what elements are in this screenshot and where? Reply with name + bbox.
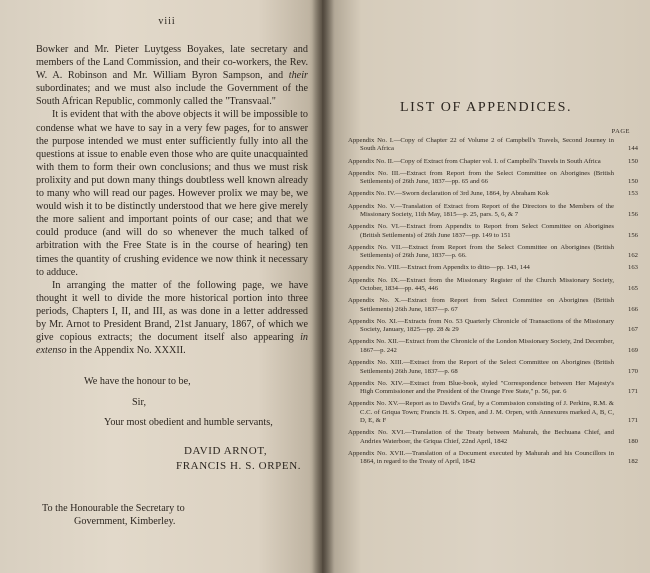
appendix-entry bbox=[348, 203, 638, 220]
appendix-entry bbox=[348, 244, 638, 261]
appendix-title: Appendix No. III.—Extract from Report from the Select Committee on Aborigines (British Settlements) of 26th June, 1837—pp. 65 and 66 bbox=[348, 169, 614, 186]
appendix-entry bbox=[348, 264, 638, 272]
page-column-header: PAGE bbox=[611, 128, 630, 135]
signature-arnot: DAVID ARNOT, bbox=[184, 444, 268, 457]
closing-line: We have the honour to be, bbox=[84, 376, 191, 388]
appendix-entry bbox=[348, 297, 638, 314]
appendix-page-number: 163 bbox=[627, 264, 638, 272]
appendix-entry bbox=[348, 170, 638, 187]
appendix-page-number: 171 bbox=[627, 388, 638, 396]
appendix-title: Appendix No. I.—Copy of Chapter 22 of Volume 2 of Campbell's Travels, Second Journey in South Africa bbox=[348, 137, 614, 153]
paragraph-evident: It is evident that with the above objects it will be impossible to condense what we have to say in a very few pages, for to answer the purpose intended we must enter sufficiently fully into all the questions at issue to enable even those who are quite unacquainted with them to form their own conclusions; and thus we must risk prolixity and put down many things doubtless well known already to many who will read our pages. However prolix we may be, we would wish it to be distinctly understood that we here give merely the more salient and important points of our case; and that we could produce (and will do so whenever the much talked of arbitration with the Free State is in the course of hearing) ten times the quantity of crushing evidence we now think it necessary to adduce. bbox=[36, 109, 308, 278]
appendix-list bbox=[348, 137, 638, 467]
appendix-title: Appendix No. XIII.—Extract from the Report of the Select Committee on Aborigines (British Settlements) 26th June, 1837—p. 68 bbox=[348, 359, 614, 375]
appendix-entry bbox=[348, 223, 638, 240]
appendix-entry bbox=[348, 380, 638, 397]
text-run: in the Appendix No. XXXII. bbox=[66, 345, 186, 357]
addressee-line: To the Honourable the Secretary to bbox=[42, 502, 185, 514]
appendix-page-number: 182 bbox=[627, 458, 638, 466]
closing-line: Your most obedient and humble servants, bbox=[104, 417, 273, 429]
addressee-line: Government, Kimberley. bbox=[74, 516, 176, 528]
appendices-title: LIST OF APPENDICES. bbox=[399, 100, 573, 115]
appendix-title: Appendix No. XV.—Report as to David's Graf, by a Commission consisting of J. Perkins, R.M. & C.C. of Griqua Town; Francis H. S. Orpen, and J. M. Orpen, with Annexures marked A, B, C, D, E, & F bbox=[348, 400, 614, 425]
appendix-entry bbox=[348, 158, 638, 166]
appendix-entry bbox=[348, 400, 638, 425]
appendix-page-number: 162 bbox=[627, 252, 638, 260]
appendix-entry bbox=[348, 450, 638, 467]
appendix-title: Appendix No. VI.—Extract from Appendix to Report from Select Committee on Aborigines (British Settlements) of 26th June 1837—pp. 149 to 151 bbox=[348, 223, 614, 239]
appendix-page-number: 150 bbox=[627, 178, 638, 186]
appendix-page-number: 153 bbox=[627, 190, 638, 198]
appendix-page-number: 169 bbox=[627, 346, 638, 354]
appendix-entry bbox=[348, 190, 638, 198]
salutation: Sir, bbox=[132, 396, 147, 408]
appendix-title: Appendix No. II.—Copy of Extract from Chapter vol. I. of Campbell's Travels in South Africa bbox=[348, 157, 601, 165]
appendix-title: Appendix No. XII.—Extract from the Chronicle of the London Missionary Society, 2nd December, 1867—p. 242 bbox=[348, 338, 614, 354]
appendix-title: Appendix No. VIII.—Extract from Appendix to ditto—pp. 143, 144 bbox=[348, 264, 530, 272]
appendix-title: Appendix No. IX.—Extract from the Missionary Register of the Church Missionary Society, October, 1834—pp. 445, 446 bbox=[348, 276, 614, 293]
page-number: viii bbox=[158, 16, 176, 27]
body-text bbox=[36, 43, 308, 357]
signature-orpen: FRANCIS H. S. ORPEN. bbox=[176, 459, 302, 472]
right-page bbox=[322, 0, 650, 573]
appendix-title: Appendix No. IV.—Sworn declaration of 3rd June, 1864, by Abraham Kok bbox=[348, 190, 549, 198]
appendix-title: Appendix No. XIV.—Extract from Blue-book, styled "Correspondence between Her Majesty's High Commissioner and the President of the Orange Free State," p. 56, par. 6 bbox=[348, 379, 614, 396]
appendix-page-number: 165 bbox=[627, 285, 638, 293]
signatures bbox=[36, 444, 308, 474]
paragraph-continuation bbox=[36, 43, 308, 108]
addressee bbox=[36, 502, 308, 529]
italic-run: their bbox=[288, 70, 308, 82]
text-run: Bowker and Mr. Pieter Luytgess Boyakes, late secretary and members of the Land Commission, and their co-workers, the Rev. W. A. Robinson and Mr. William Byron Sampson, and bbox=[36, 44, 308, 82]
appendix-entry bbox=[348, 429, 638, 446]
appendix-page-number: 144 bbox=[627, 145, 638, 153]
appendix-entry bbox=[348, 277, 638, 294]
italic-run: in extenso bbox=[36, 332, 308, 357]
appendix-title: Appendix No. XVI.—Translation of the Treaty between Mahurah, the Bechuana Chief, and Andries Waterboer, the Griqua Chief, 22nd April, 1842 bbox=[348, 429, 614, 445]
appendix-page-number: 167 bbox=[627, 326, 638, 334]
text-run: In arranging the matter of the following page, we have thought it well to divide the more historical portion into three periods, Chapters I, II, and III, as was done in a letter addressed by Mr. Arnot to President Brand, 21st January, 1867, of which we give copious extracts; the document itself also appearing bbox=[36, 279, 308, 344]
appendix-page-number: 166 bbox=[627, 305, 638, 313]
left-page bbox=[0, 0, 322, 573]
appendix-page-number: 180 bbox=[627, 437, 638, 445]
appendix-title: Appendix No. XVII.—Translation of a Document executed by Mahurah and his Councillors in 1864, in regard to the Treaty of April, 1842 bbox=[348, 449, 614, 466]
appendix-entry bbox=[348, 318, 638, 335]
paragraph-arranging bbox=[36, 279, 308, 358]
appendix-title: Appendix No. VII.—Extract from Report from the Select Committee on Aborigines (British Settlements) of 26th June, 1837—p. 66. bbox=[348, 243, 614, 260]
appendix-page-number: 156 bbox=[627, 211, 638, 219]
appendix-entry bbox=[348, 137, 638, 154]
text-run: subordinates; and we must also include the Government of the South African Republic, commonly called the "Transvaal." bbox=[36, 83, 308, 108]
appendix-title: Appendix No. XI.—Extracts from No. 53 Quarterly Chronicle of Transactions of the Missionary Society, January, 1825—pp. 28 & 29 bbox=[348, 317, 614, 334]
appendix-entry bbox=[348, 359, 638, 376]
appendix-page-number: 156 bbox=[627, 231, 638, 239]
appendix-page-number: 150 bbox=[627, 157, 638, 165]
appendix-page-number: 170 bbox=[627, 367, 638, 375]
appendix-title: Appendix No. X.—Extract from Report from Select Committee on Aborigines (British Settlements) 26th June, 1837—p. 67 bbox=[348, 297, 614, 313]
appendix-title: Appendix No. V.—Translation of Extract from Report of the Directors to the Members of the Missionary Society, 11th May, 1815—p. 25, pars. 5, 6, & 7 bbox=[348, 202, 614, 219]
book-gutter bbox=[312, 0, 334, 573]
appendix-entry bbox=[348, 338, 638, 355]
appendix-page-number: 171 bbox=[627, 417, 638, 425]
letter-closing bbox=[36, 375, 308, 430]
